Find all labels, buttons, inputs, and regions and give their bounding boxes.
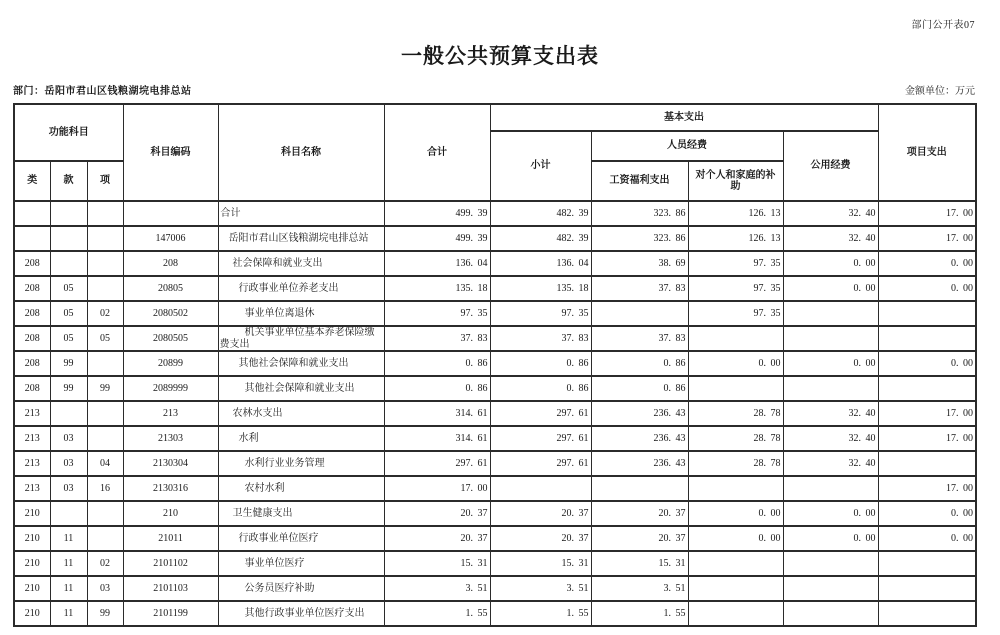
cell-name: 其他社会保障和就业支出 [218,351,384,376]
table-row [14,426,976,451]
table-row [14,551,976,576]
cell-item [87,276,123,301]
cell-section: 05 [50,276,87,301]
cell-public [783,551,878,576]
cell-item [87,401,123,426]
header-subtotal: 小计 [490,131,591,201]
cell-family: 126. 13 [688,201,783,226]
cell-category: 208 [14,276,50,301]
header-section: 款 [50,161,87,201]
cell-code: 21303 [123,426,218,451]
cell-public: 0. 00 [783,501,878,526]
cell-total: 3. 51 [384,576,490,601]
table-row [14,226,976,251]
cell-family: 97. 35 [688,301,783,326]
cell-section: 03 [50,476,87,501]
cell-name: 农林水支出 [218,401,384,426]
cell-project: 0. 00 [878,251,976,276]
cell-subtotal: 0. 86 [490,351,591,376]
cell-name: 社会保障和就业支出 [218,251,384,276]
cell-family [688,551,783,576]
table-row [14,601,976,626]
cell-category [14,201,50,226]
table-row [14,451,976,476]
cell-public [783,376,878,401]
cell-name: 行政事业单位医疗 [218,526,384,551]
cell-category: 213 [14,451,50,476]
cell-code: 20899 [123,351,218,376]
cell-item: 99 [87,376,123,401]
cell-wages: 3. 51 [591,576,688,601]
cell-code: 2130316 [123,476,218,501]
amount-unit-label: 金额单位：万元 [905,86,975,97]
table-header [14,104,976,201]
header-item: 项 [87,161,123,201]
cell-category: 210 [14,601,50,626]
cell-public: 32. 40 [783,201,878,226]
cell-item [87,201,123,226]
cell-category: 208 [14,351,50,376]
cell-name: 行政事业单位养老支出 [218,276,384,301]
cell-section: 03 [50,426,87,451]
cell-category: 213 [14,426,50,451]
cell-name: 岳阳市君山区钱粮湖垸电排总站 [218,226,384,251]
cell-family [688,326,783,351]
cell-wages: 20. 37 [591,526,688,551]
cell-family: 28. 78 [688,401,783,426]
cell-total: 297. 61 [384,451,490,476]
cell-total: 37. 83 [384,326,490,351]
cell-subtotal: 0. 86 [490,376,591,401]
cell-code: 147006 [123,226,218,251]
cell-subtotal: 297. 61 [490,426,591,451]
cell-section: 99 [50,376,87,401]
cell-wages: 37. 83 [591,276,688,301]
cell-project: 0. 00 [878,351,976,376]
header-row-1 [14,104,976,131]
cell-project: 17. 00 [878,426,976,451]
cell-wages: 15. 31 [591,551,688,576]
cell-project [878,451,976,476]
cell-project [878,576,976,601]
cell-public [783,326,878,351]
cell-section: 11 [50,601,87,626]
cell-total: 135. 18 [384,276,490,301]
cell-code: 2080505 [123,326,218,351]
cell-family: 0. 00 [688,526,783,551]
cell-subtotal: 15. 31 [490,551,591,576]
cell-section: 99 [50,351,87,376]
cell-family [688,576,783,601]
cell-item [87,501,123,526]
cell-wages [591,301,688,326]
cell-subtotal: 482. 39 [490,226,591,251]
header-subject-name: 科目名称 [218,104,384,201]
page-title: 一般公共预算支出表 [401,45,599,68]
table-row [14,251,976,276]
cell-category: 213 [14,476,50,501]
cell-name: 机关事业单位基本养老保险缴费支出 [218,326,384,351]
header-total: 合计 [384,104,490,201]
cell-public [783,476,878,501]
cell-subtotal [490,476,591,501]
cell-item: 03 [87,576,123,601]
cell-item: 02 [87,551,123,576]
cell-item: 02 [87,301,123,326]
cell-section [50,226,87,251]
cell-total: 1. 55 [384,601,490,626]
cell-project [878,326,976,351]
cell-name: 其他社会保障和就业支出 [218,376,384,401]
table-row [14,501,976,526]
cell-wages: 236. 43 [591,426,688,451]
cell-subtotal: 297. 61 [490,451,591,476]
cell-category: 210 [14,576,50,601]
cell-code: 210 [123,501,218,526]
header-project-expenditure: 项目支出 [878,104,976,201]
department-label: 部门：岳阳市君山区钱粮湖垸电排总站 [13,86,192,97]
cell-category: 208 [14,326,50,351]
cell-wages: 20. 37 [591,501,688,526]
cell-total: 20. 37 [384,501,490,526]
cell-wages: 37. 83 [591,326,688,351]
cell-item: 16 [87,476,123,501]
cell-code: 208 [123,251,218,276]
cell-wages: 323. 86 [591,201,688,226]
cell-wages [591,476,688,501]
cell-subtotal: 297. 61 [490,401,591,426]
header-category: 类 [14,161,50,201]
cell-total: 314. 61 [384,401,490,426]
cell-project [878,301,976,326]
table-row [14,276,976,301]
cell-public: 0. 00 [783,526,878,551]
cell-name: 事业单位离退休 [218,301,384,326]
cell-public [783,301,878,326]
cell-family: 97. 35 [688,251,783,276]
cell-code: 2130304 [123,451,218,476]
cell-total: 314. 61 [384,426,490,451]
cell-project [878,376,976,401]
cell-subtotal: 20. 37 [490,526,591,551]
cell-item [87,251,123,276]
cell-subtotal: 37. 83 [490,326,591,351]
cell-project: 0. 00 [878,526,976,551]
cell-category: 213 [14,401,50,426]
cell-total: 136. 04 [384,251,490,276]
cell-item: 99 [87,601,123,626]
header-family-subsidy: 对个人和家庭的补助 [688,161,783,201]
cell-code: 21011 [123,526,218,551]
cell-wages: 38. 69 [591,251,688,276]
cell-family: 0. 00 [688,351,783,376]
header-public-funds: 公用经费 [783,131,878,201]
cell-subtotal: 3. 51 [490,576,591,601]
cell-item: 05 [87,326,123,351]
cell-subtotal: 135. 18 [490,276,591,301]
cell-family: 0. 00 [688,501,783,526]
cell-project [878,601,976,626]
cell-section [50,251,87,276]
cell-section: 05 [50,301,87,326]
cell-subtotal: 1. 55 [490,601,591,626]
cell-section [50,201,87,226]
cell-project: 17. 00 [878,226,976,251]
cell-wages: 0. 86 [591,351,688,376]
cell-subtotal: 97. 35 [490,301,591,326]
cell-family [688,601,783,626]
cell-section: 05 [50,326,87,351]
cell-name: 其他行政事业单位医疗支出 [218,601,384,626]
table-row [14,301,976,326]
meta-row [13,82,975,97]
cell-public [783,576,878,601]
cell-category: 208 [14,251,50,276]
cell-total: 0. 86 [384,376,490,401]
header-personnel-funds: 人员经费 [591,131,783,161]
cell-section: 11 [50,551,87,576]
table-row [14,401,976,426]
cell-name: 水利 [218,426,384,451]
cell-wages: 0. 86 [591,376,688,401]
cell-category: 208 [14,376,50,401]
cell-code: 2101199 [123,601,218,626]
cell-category: 208 [14,301,50,326]
cell-total: 15. 31 [384,551,490,576]
cell-code: 2101103 [123,576,218,601]
table-row [14,576,976,601]
cell-name: 事业单位医疗 [218,551,384,576]
cell-subtotal: 482. 39 [490,201,591,226]
table-row [14,351,976,376]
cell-family: 126. 13 [688,226,783,251]
cell-family: 97. 35 [688,276,783,301]
header-subject-code: 科目编码 [123,104,218,201]
cell-total: 17. 00 [384,476,490,501]
cell-project: 17. 00 [878,201,976,226]
cell-section: 11 [50,526,87,551]
cell-item [87,426,123,451]
cell-public: 0. 00 [783,251,878,276]
cell-name: 合计 [218,201,384,226]
cell-item: 04 [87,451,123,476]
form-code-label: 部门公开表07 [911,20,975,31]
cell-public [783,601,878,626]
cell-name: 农村水利 [218,476,384,501]
cell-public: 32. 40 [783,226,878,251]
cell-category: 210 [14,501,50,526]
table-row [14,326,976,351]
cell-total: 20. 37 [384,526,490,551]
cell-project: 0. 00 [878,276,976,301]
cell-subtotal: 20. 37 [490,501,591,526]
cell-total: 499. 39 [384,226,490,251]
cell-section: 03 [50,451,87,476]
header-basic-expenditure: 基本支出 [490,104,878,131]
cell-code [123,201,218,226]
cell-total: 0. 86 [384,351,490,376]
cell-project: 0. 00 [878,501,976,526]
cell-name: 卫生健康支出 [218,501,384,526]
cell-code: 2089999 [123,376,218,401]
table-row [14,526,976,551]
cell-code: 20805 [123,276,218,301]
cell-family: 28. 78 [688,451,783,476]
cell-public: 32. 40 [783,426,878,451]
cell-project: 17. 00 [878,401,976,426]
cell-category: 210 [14,551,50,576]
cell-wages: 1. 55 [591,601,688,626]
cell-section [50,501,87,526]
table-row [14,376,976,401]
cell-public: 32. 40 [783,401,878,426]
cell-family [688,376,783,401]
cell-item [87,226,123,251]
cell-category [14,226,50,251]
budget-table [13,103,977,627]
cell-total: 499. 39 [384,201,490,226]
cell-wages: 323. 86 [591,226,688,251]
cell-total: 97. 35 [384,301,490,326]
cell-section: 11 [50,576,87,601]
cell-family: 28. 78 [688,426,783,451]
cell-wages: 236. 43 [591,401,688,426]
cell-family [688,476,783,501]
cell-name: 水利行业业务管理 [218,451,384,476]
header-functional-subject: 功能科目 [14,104,123,161]
cell-section [50,401,87,426]
cell-public: 0. 00 [783,276,878,301]
cell-code: 213 [123,401,218,426]
cell-code: 2080502 [123,301,218,326]
header-wages-welfare: 工资福利支出 [591,161,688,201]
table-body [14,201,976,626]
cell-item [87,351,123,376]
cell-subtotal: 136. 04 [490,251,591,276]
cell-wages: 236. 43 [591,451,688,476]
cell-public: 0. 00 [783,351,878,376]
cell-code: 2101102 [123,551,218,576]
table-row [14,476,976,501]
cell-category: 210 [14,526,50,551]
table-row [14,201,976,226]
cell-item [87,526,123,551]
cell-project [878,551,976,576]
cell-name: 公务员医疗补助 [218,576,384,601]
cell-project: 17. 00 [878,476,976,501]
cell-public: 32. 40 [783,451,878,476]
